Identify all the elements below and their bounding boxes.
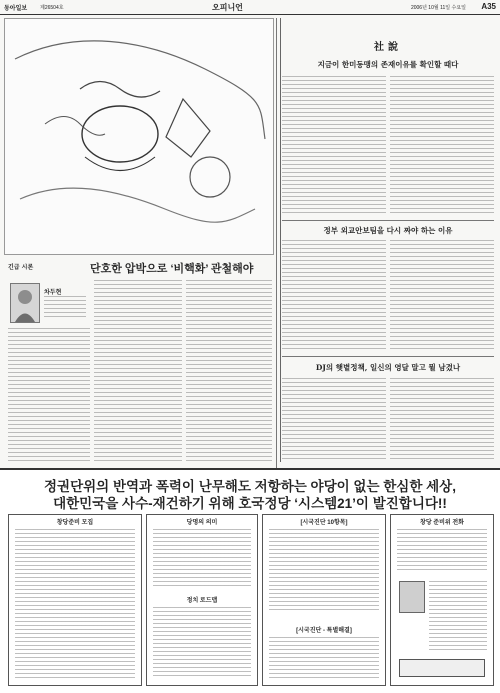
column-body-col3: [186, 280, 272, 464]
editorial-divider-1: [282, 220, 494, 221]
issue-number: 제26504호: [40, 5, 64, 11]
contact-detail: [429, 581, 487, 651]
page-header: [0, 0, 500, 15]
ad-box-center: [146, 514, 258, 686]
contact-body: [397, 529, 487, 571]
column-label: 긴급 시론: [8, 264, 34, 271]
editorial-title-3: DJ의 햇볕정책, 일신의 영달 말고 뭘 남겼나: [315, 363, 461, 372]
ad-box-center-body-1: [153, 529, 251, 587]
ad-box-center-body-2: [153, 607, 251, 679]
editorial-label: 社說: [374, 42, 402, 53]
ad-box-right-subtitle: [시국진단 - 특별해결]: [296, 628, 352, 634]
editorial-body-2a: [282, 240, 386, 352]
column-title: 단호한 압박으로 ‘비핵화’ 관철해야: [90, 263, 254, 275]
ad-headline-line2: 대한민국을 사수-재건하기 위해 호국정당 ‘시스템21’이 발진합니다!!: [53, 496, 447, 511]
ad-box-right: [262, 514, 386, 686]
contact-title: 창당 준비위 전화: [420, 520, 464, 526]
editorial-cartoon: [4, 18, 274, 255]
cartoon-illustration: [5, 19, 273, 254]
author-name: 차두현: [44, 289, 62, 296]
ad-box-left-title: 창당준비 모집: [56, 520, 94, 526]
editorial-divider-2: [282, 356, 494, 357]
ad-headline-line1: 정권단위의 반역과 폭력이 난무해도 저항하는 야당이 없는 한심한 세상,: [44, 479, 456, 494]
column-body-col1: [8, 328, 90, 464]
ad-box-right-title: [시국진단 10항목]: [300, 520, 348, 526]
editorial-body-3a: [282, 378, 386, 462]
ad-box-left-body: [15, 529, 135, 679]
party-logo-box: [399, 659, 485, 677]
ad-box-center-title-2: 정치 로드맵: [186, 598, 218, 604]
ad-box-center-title-1: 당명의 의미: [186, 520, 218, 526]
newspaper-logo: 동아일보: [4, 6, 28, 12]
column-divider: [276, 18, 277, 468]
editorial-body-1a: [282, 76, 386, 216]
author-photo: [10, 283, 40, 323]
ad-box-right-body: [269, 529, 379, 613]
ad-box-left: [8, 514, 142, 686]
editorial-body-1b: [390, 76, 494, 216]
advertisement-headline: [8, 478, 492, 512]
editorial-body-2b: [390, 240, 494, 352]
ad-box-contact: [390, 514, 494, 686]
page-number: A35: [481, 2, 496, 11]
ad-box-right-body-2: [269, 637, 379, 679]
editorial-title-2: 정부 외교안보팀을 다시 짜야 하는 이유: [323, 226, 453, 235]
column-body-col2: [94, 280, 182, 464]
editorial-title-1: 지금이 한미동맹의 존재이유를 확인할 때다: [317, 60, 459, 69]
author-bio: [44, 296, 86, 320]
publication-date: 2006년 10월 11일 수요일: [410, 5, 466, 11]
section-title: 오피니언: [212, 3, 243, 12]
contact-photo: [399, 581, 425, 613]
editorial-body-3b: [390, 378, 494, 462]
